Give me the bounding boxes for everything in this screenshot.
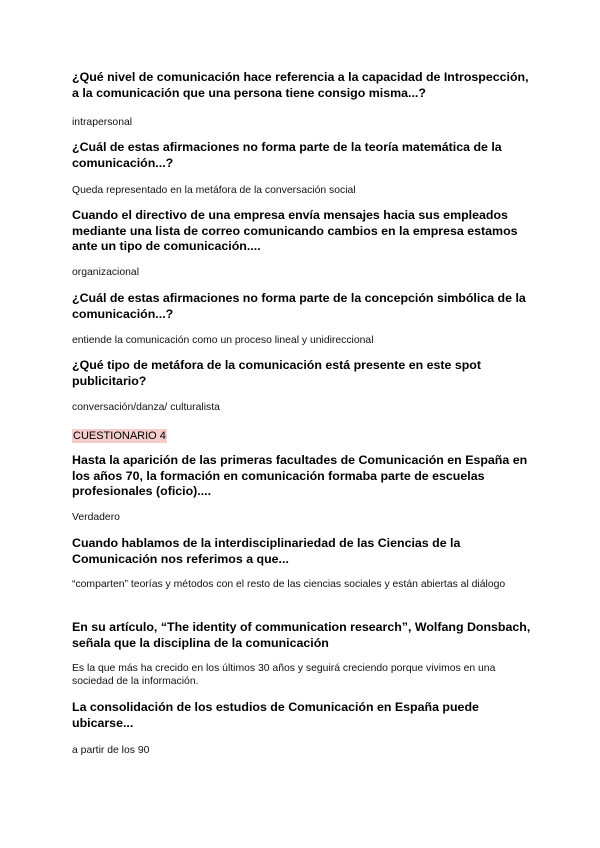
section-heading: CUESTIONARIO 4 xyxy=(73,430,166,442)
question-4 xyxy=(72,291,532,322)
answer-text: a partir de los 90 xyxy=(72,745,150,756)
question-9 xyxy=(72,700,532,731)
answer-9 xyxy=(72,744,532,757)
question-text: ¿Cuál de estas afirmaciones no forma parte de la concepción simbólica de la comunicación...? xyxy=(72,291,526,321)
question-text: ¿Qué nivel de comunicación hace referencia a la capacidad de Introspección, a la comunicación que una persona tiene consigo misma...? xyxy=(72,70,529,100)
answer-1 xyxy=(72,116,532,129)
question-2 xyxy=(72,140,532,171)
question-1 xyxy=(72,70,532,101)
answer-text: organizacional xyxy=(72,267,140,278)
answer-text: “comparten” teorías y métodos con el resto de las ciencias sociales y están abiertas al diálogo xyxy=(72,579,506,590)
question-3 xyxy=(72,208,532,255)
answer-3 xyxy=(72,266,532,279)
question-6 xyxy=(72,453,532,500)
question-text: Cuando el directivo de una empresa envía mensajes hacia sus empleados mediante una lista de correo comunicando cambios en la empresa estamos ante un tipo de comunicación.... xyxy=(72,208,518,254)
answer-2 xyxy=(72,184,532,197)
question-text: Hasta la aparición de las primeras facultades de Comunicación en España en los años 70, la formación en comunicación formaba parte de escuelas profesionales (oficio).... xyxy=(72,453,528,499)
answer-text: Es la que más ha crecido en los últimos 30 años y seguirá creciendo porque vivimos en una sociedad de la información. xyxy=(72,663,496,687)
answer-text: conversación/danza/ culturalista xyxy=(72,402,220,413)
answer-text: entiende la comunicación como un proceso lineal y unidireccional xyxy=(72,335,374,346)
answer-text: Queda representado en la metáfora de la conversación social xyxy=(72,185,356,196)
answer-text: intrapersonal xyxy=(72,117,133,128)
answer-6 xyxy=(72,511,532,524)
question-text: La consolidación de los estudios de Comunicación en España puede ubicarse... xyxy=(72,700,479,730)
question-7 xyxy=(72,536,532,567)
answer-8 xyxy=(72,662,532,688)
question-5 xyxy=(72,358,532,389)
answer-7 xyxy=(72,578,532,591)
question-text: ¿Qué tipo de metáfora de la comunicación está presente en este spot publicitario? xyxy=(72,358,481,388)
answer-4 xyxy=(72,334,532,347)
question-text: Cuando hablamos de la interdisciplinariedad de las Ciencias de la Comunicación nos referimos a que... xyxy=(72,536,461,566)
question-text: En su artículo, “The identity of communication research”, Wolfang Donsbach, señala que la disciplina de la comunicación xyxy=(72,620,531,650)
section-heading-block xyxy=(72,426,532,444)
question-text: ¿Cuál de estas afirmaciones no forma parte de la teoría matemática de la comunicación...? xyxy=(72,140,502,170)
question-8 xyxy=(72,620,532,651)
answer-5 xyxy=(72,401,532,414)
answer-text: Verdadero xyxy=(72,512,120,523)
